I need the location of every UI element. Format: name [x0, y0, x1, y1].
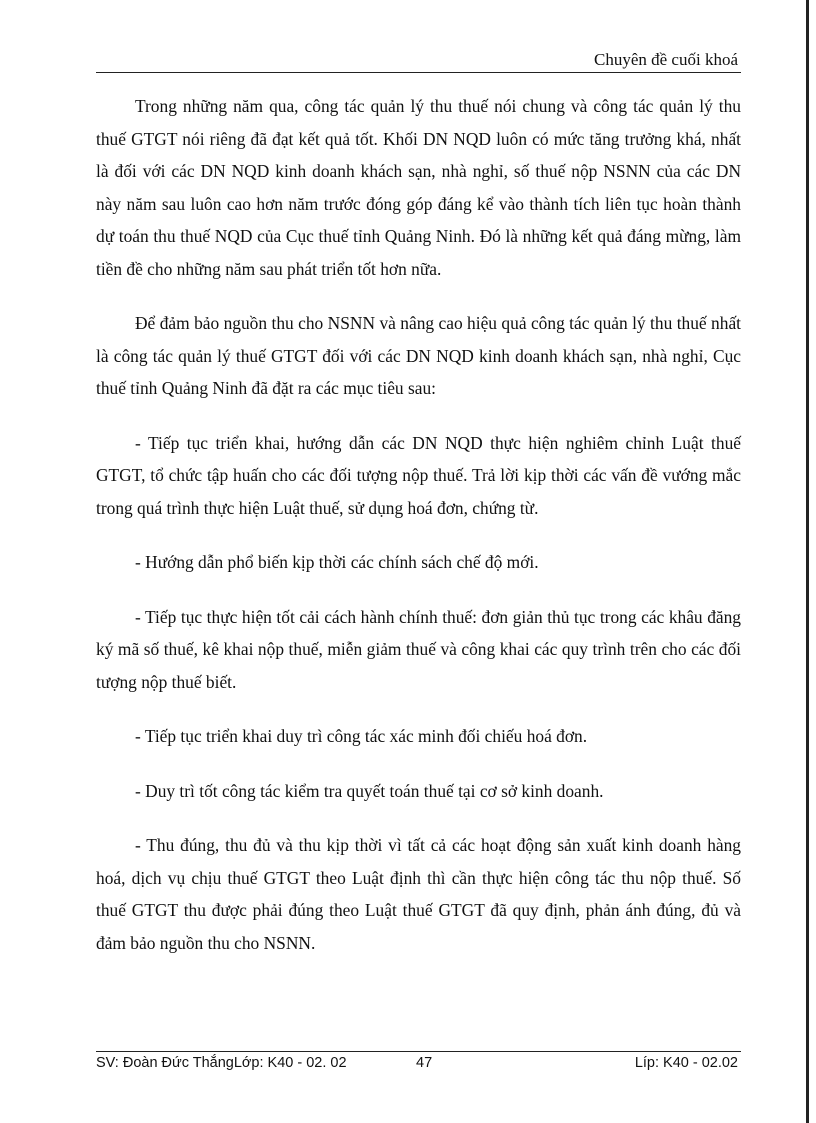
bullet-admin-reform: - Tiếp tục thực hiện tốt cải cách hành chính thuế: đơn giản thủ tục trong các khâu đăng ký mã số thuế, kê khai nộp thuế, miễn giảm thuế và công khai các quy trình trên cho các đối tượng nộp thuế biết. — [96, 606, 741, 692]
bullet-collect-fully: - Thu đúng, thu đủ và thu kịp thời vì tất cả các hoạt động sản xuất kinh doanh hàng hoá, dịch vụ chịu thuế GTGT theo Luật định thì cần thực hiện công tác thu nộp thuế. Số thuế GTGT thu được phải đúng theo Luật thuế GTGT đã quy định, phản ánh đúng, đủ và đảm bảo nguồn thu cho NSNN. — [96, 835, 741, 953]
running-header-title: Chuyên đề cuối khoá — [594, 50, 738, 69]
bullet-invoice-verification: - Tiếp tục triển khai duy trì công tác xác minh đối chiếu hoá đơn. — [135, 726, 588, 746]
paragraph-summary: Trong những năm qua, công tác quản lý thu thuế nói chung và công tác quản lý thu thuế GTGT nói riêng đã đạt kết quả tốt. Khối DN NQD luôn có mức tăng trưởng khá, nhất là đối với các DN NQD kinh doanh khách sạn, nhà nghỉ, số thuế nộp NSNN của các DN này năm sau luôn cao hơn năm trước đóng góp đáng kể vào thành tích liên tục hoàn thành dự toán thu thuế NQD của Cục thuế tỉnh Quảng Ninh. Đó là những kết quả đáng mừng, làm tiền đề cho những năm sau phát triển tốt hơn nữa. — [96, 96, 741, 279]
bullet-tax-audit: - Duy trì tốt công tác kiểm tra quyết toán thuế tại cơ sở kinh doanh. — [135, 780, 604, 801]
footer-rule — [96, 1051, 741, 1052]
footer-class-info: Líp: K40 - 02.02 — [634, 1055, 738, 1071]
page-edge-border — [806, 0, 809, 1123]
document-body — [96, 90, 741, 981]
paragraph-objectives-intro: Để đảm bảo nguồn thu cho NSNN và nâng cao hiệu quả công tác quản lý thu thuế nhất là công tác quản lý thuế GTGT đối với các DN NQD kinh doanh khách sạn, nhà nghỉ, Cục thuế tỉnh Quảng Ninh đã đặt ra các mục tiêu sau: — [96, 313, 741, 398]
footer-student-info: SV: Đoàn Đức ThắngLớp: K40 - 02. 02 — [96, 1055, 347, 1071]
bullet-implement-law: - Tiếp tục triển khai, hướng dẫn các DN NQD thực hiện nghiêm chỉnh Luật thuế GTGT, tổ chức tập huấn cho các đối tượng nộp thuế. Trả lời kịp thời các vấn đề vướng mắc trong quá trình thực hiện Luật thuế, sử dụng hoá đơn, chứng từ. — [96, 432, 741, 518]
bullet-disseminate-policy: - Hướng dẫn phổ biến kịp thời các chính sách chế độ mới. — [135, 552, 539, 572]
page-number: 47 — [416, 1055, 433, 1071]
header-rule — [96, 72, 741, 73]
